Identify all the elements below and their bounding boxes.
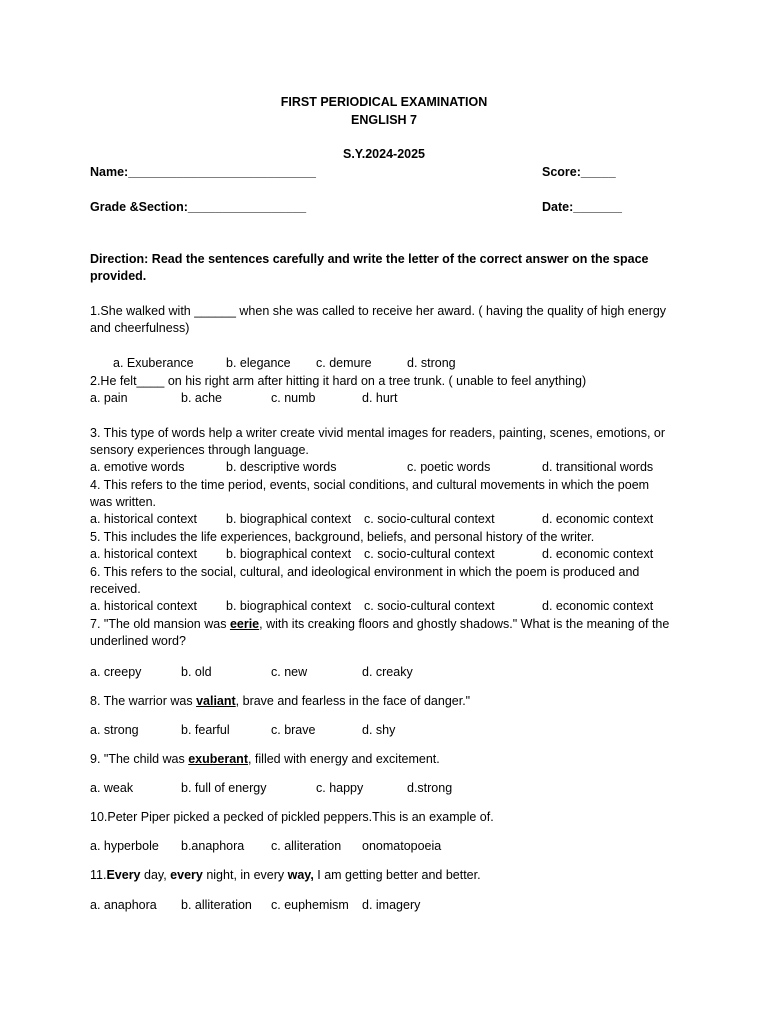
q11-choice-d: d. imagery [362, 898, 421, 912]
q3-choice-b: b. descriptive words [226, 460, 337, 474]
q2-choice-d: d. hurt [362, 391, 398, 405]
q4-choice-b: b. biographical context [226, 512, 352, 526]
question-1: 1.She walked with ______ when she was called to receive her award. ( having the quality of high energy and cheerfulness) [90, 304, 667, 335]
q9-choice-c: c. happy [316, 781, 364, 795]
date-field: Date:_______ [542, 200, 622, 214]
q2-choice-c: c. numb [271, 391, 316, 405]
grade-section-field: Grade &Section:_________________ [90, 200, 307, 214]
question-4: 4. This refers to the time period, events, social conditions, and cultural movements in which the poem was written. [90, 478, 650, 509]
q1-choice-d: d. strong [407, 356, 456, 370]
q11-choice-b: b. alliteration [181, 898, 252, 912]
q10-choice-c: c. alliteration [271, 839, 342, 853]
q8-choice-c: c. brave [271, 723, 316, 737]
q3-choice-a: a. emotive words [90, 460, 185, 474]
q5-choice-d: d. economic context [542, 547, 654, 561]
q9-choice-b: b. full of energy [181, 781, 267, 795]
school-year: S.Y.2024-2025 [342, 147, 425, 161]
q7-choice-a: a. creepy [90, 665, 142, 679]
question-3: 3. This type of words help a writer create vivid mental images for readers, painting, scenes, emotions, or sensory experiences through language. [90, 426, 666, 457]
question-9: 9. "The child was exuberant, filled with energy and excitement. [90, 752, 440, 766]
q9-choice-a: a. weak [90, 781, 134, 795]
q1-choice-a: a. Exuberance [113, 356, 194, 370]
q8-choice-d: d. shy [362, 723, 396, 737]
q7-choice-b: b. old [181, 665, 212, 679]
q10-choice-a: a. hyperbole [90, 839, 159, 853]
question-2: 2.He felt____ on his right arm after hitting it hard on a tree trunk. ( unable to feel anything) [90, 374, 587, 388]
q8-choice-b: b. fearful [181, 723, 230, 737]
q11-choice-c: c. euphemism [271, 898, 349, 912]
q7-choice-d: d. creaky [362, 665, 413, 679]
underlined-word: eerie [229, 617, 260, 631]
underlined-word: exuberant [188, 752, 248, 766]
q4-choice-c: c. socio-cultural context [364, 512, 495, 526]
q5-choice-a: a. historical context [90, 547, 197, 561]
q6-choice-d: d. economic context [542, 599, 654, 613]
q7-choice-c: c. new [271, 665, 308, 679]
question-8: 8. The warrior was valiant, brave and fearless in the face of danger." [90, 694, 471, 708]
q6-choice-b: b. biographical context [226, 599, 352, 613]
q2-choice-b: b. ache [181, 391, 223, 405]
q1-choice-b: b. elegance [226, 356, 291, 370]
q2-choice-a: a. pain [90, 391, 128, 405]
underlined-word: valiant [196, 694, 236, 708]
q3-choice-c: c. poetic words [407, 460, 491, 474]
q10-choice-d: onomatopoeia [362, 839, 442, 853]
question-6: 6. This refers to the social, cultural, and ideological environment in which the poem is produced and received. [90, 565, 640, 596]
exam-title: FIRST PERIODICAL EXAMINATION [280, 95, 488, 109]
q5-choice-c: c. socio-cultural context [364, 547, 495, 561]
exam-subject: ENGLISH 7 [351, 113, 417, 127]
question-11: 11.Every day, every night, in every way, I am getting better and better. [90, 868, 481, 882]
q5-choice-b: b. biographical context [226, 547, 352, 561]
question-10: 10.Peter Piper picked a pecked of pickled peppers.This is an example of. [90, 810, 494, 824]
q6-choice-c: c. socio-cultural context [364, 599, 495, 613]
q11-choice-a: a. anaphora [90, 898, 157, 912]
q8-choice-a: a. strong [90, 723, 139, 737]
q4-choice-a: a. historical context [90, 512, 197, 526]
direction-text: Direction: Read the sentences carefully and write the letter of the correct answer on the space provided. [90, 252, 649, 283]
question-7: 7. "The old mansion was eerie, with its creaking floors and ghostly shadows." What is the meaning of the underlined word? [90, 617, 670, 648]
name-field: Name:___________________________ [90, 165, 316, 179]
q4-choice-d: d. economic context [542, 512, 654, 526]
q1-choice-c: c. demure [316, 356, 372, 370]
q6-choice-a: a. historical context [90, 599, 197, 613]
q3-choice-d: d. transitional words [542, 460, 654, 474]
score-field: Score:_____ [542, 165, 616, 179]
q9-choice-d: d.strong [407, 781, 453, 795]
question-5: 5. This includes the life experiences, background, beliefs, and personal history of the writer. [90, 530, 595, 544]
q10-choice-b: b.anaphora [181, 839, 245, 853]
